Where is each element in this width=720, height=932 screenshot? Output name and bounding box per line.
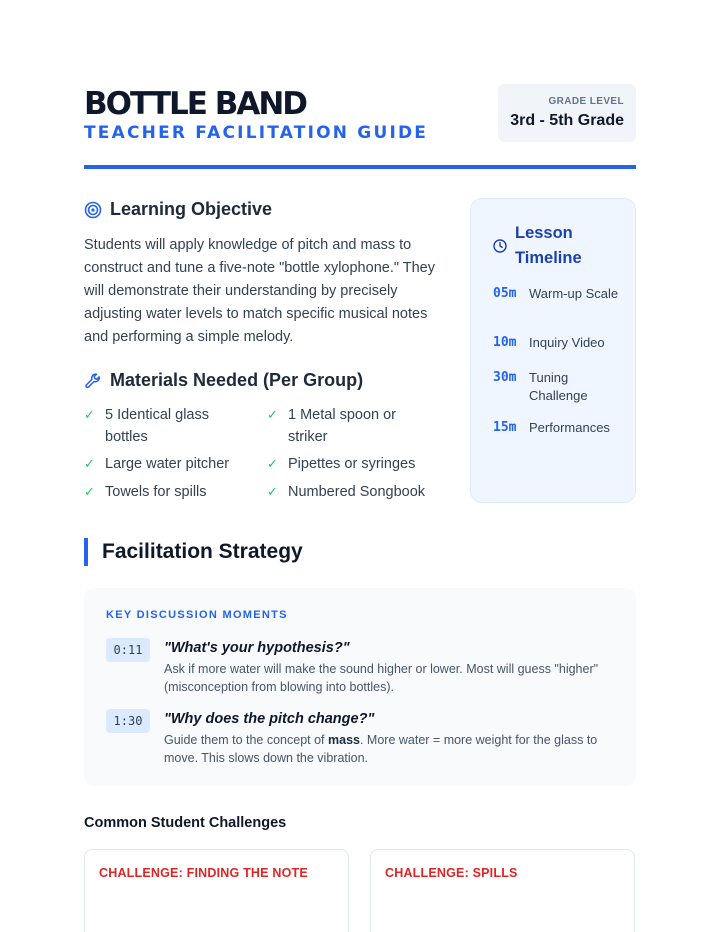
discussion-moments-label: KEY DISCUSSION MOMENTS: [106, 609, 288, 621]
clock-icon: [493, 239, 507, 253]
check-icon: ✓: [84, 484, 95, 499]
strategy-title: Facilitation Strategy: [102, 540, 303, 563]
list-item: ✓ Large water pitcher: [84, 453, 255, 475]
moment-question: "Why does the pitch change?": [164, 711, 375, 727]
list-item: ✓ Towels for spills: [84, 481, 255, 503]
header: [84, 84, 636, 170]
moment-answer: Guide them to the concept of mass. More water = more weight for the glass to move. This slows down the vibration.: [164, 733, 598, 765]
challenge-label: CHALLENGE: FINDING THE NOTE: [99, 866, 308, 880]
discussion-moments-card: [84, 588, 636, 786]
discussion-moment: [106, 709, 616, 769]
check-icon: ✓: [84, 407, 95, 422]
check-icon: ✓: [84, 456, 95, 471]
list-item: ✓ 1 Metal spoon or striker: [267, 404, 438, 448]
page-title: BOTTLE BAND: [84, 86, 307, 122]
moment-answer: Ask if more water will make the sound higher or lower. Most will guess "higher" (misconception from blowing into bottles).: [164, 662, 599, 694]
page-subtitle: TEACHER FACILITATION GUIDE: [84, 123, 429, 143]
list-item: ✓ Numbered Songbook: [267, 481, 438, 503]
list-item: ✓ Pipettes or syringes: [267, 453, 438, 475]
grade-level-badge: [498, 84, 636, 142]
section-accent-bar: [84, 538, 88, 566]
challenges-title: Common Student Challenges: [84, 815, 287, 831]
timeline-row: 15m Performances: [493, 420, 610, 435]
timeline-title: Lesson Timeline: [515, 224, 582, 267]
timeline-row: 05m Warm-up Scale: [493, 286, 619, 301]
objective-heading: [84, 199, 272, 220]
check-icon: ✓: [267, 456, 278, 471]
target-icon: [84, 201, 102, 219]
timeline-row: 30m Tuning Challenge: [493, 370, 588, 403]
timeline-row: 10m Inquiry Video: [493, 335, 605, 350]
materials-title: Materials Needed (Per Group): [110, 370, 364, 390]
timeline-heading: [493, 221, 585, 271]
challenge-card: [370, 849, 635, 932]
objective-text: Students will apply knowledge of pitch and mass to construct and tune a five-note "bottle xylophone." They will demonstrate their understanding by precisely adjusting water levels to match specific musical notes and performing a simple melody.: [84, 237, 435, 345]
objective-title: Learning Objective: [110, 199, 273, 219]
list-item: ✓ 5 Identical glass bottles: [84, 404, 255, 448]
challenge-label: CHALLENGE: SPILLS: [385, 866, 518, 880]
moment-question: "What's your hypothesis?": [164, 640, 350, 656]
lesson-timeline-card: [470, 198, 636, 503]
materials-heading: [84, 370, 363, 391]
timestamp-badge: 0:11: [106, 638, 150, 662]
grade-level-label: GRADE LEVEL: [548, 96, 624, 107]
check-icon: ✓: [267, 484, 278, 499]
wrench-icon: [84, 372, 102, 390]
discussion-moment: [106, 638, 616, 698]
header-divider: [84, 165, 636, 169]
timestamp-badge: 1:30: [106, 709, 150, 733]
check-icon: ✓: [267, 407, 278, 422]
grade-level-value: 3rd - 5th Grade: [510, 112, 624, 129]
challenge-card: [84, 849, 349, 932]
